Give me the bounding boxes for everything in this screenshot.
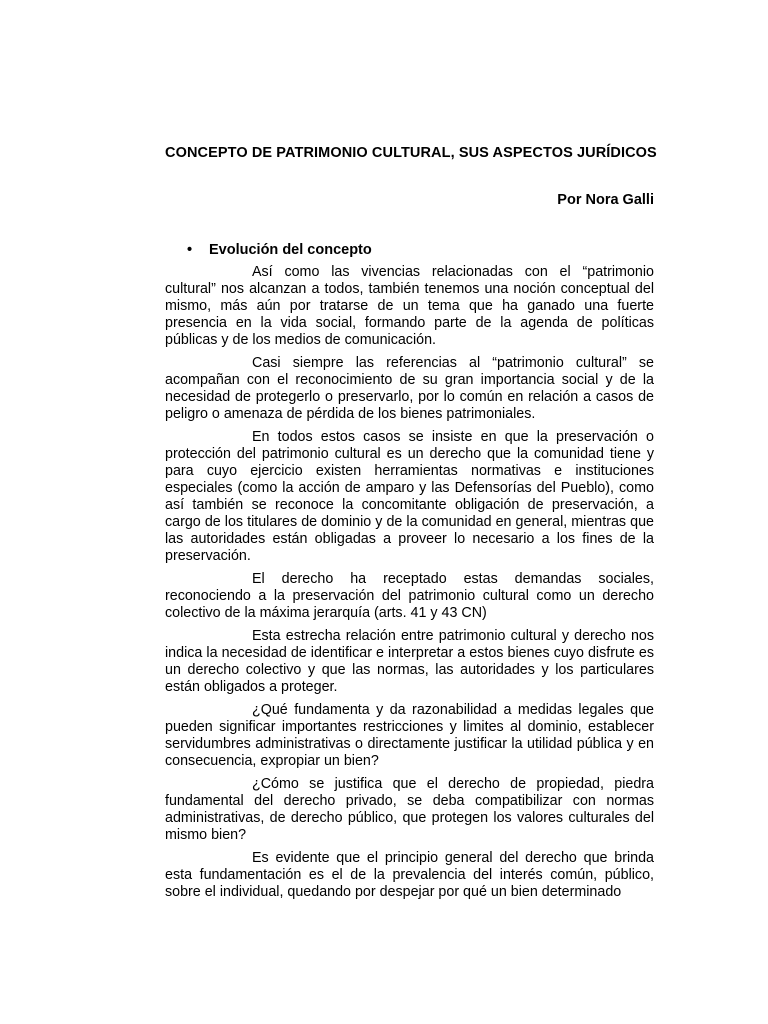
paragraph: ¿Qué fundamenta y da razonabilidad a medidas legales que pueden significar importantes restricciones y limites al dominio, establecer servidumbres administrativas o directamente justificar la utilidad pública y en consecuencia, expropiar un bien? bbox=[165, 702, 654, 769]
paragraph: Es evidente que el principio general del derecho que brinda esta fundamentación es el de la prevalencia del interés común, público, sobre el individual, quedando por despejar por qué un bien determinado bbox=[165, 850, 654, 900]
section-heading-text: Evolución del concepto bbox=[209, 242, 372, 258]
bullet-icon: • bbox=[187, 242, 193, 258]
section-heading bbox=[187, 242, 372, 258]
paragraph: Esta estrecha relación entre patrimonio cultural y derecho nos indica la necesidad de identificar e interpretar a estos bienes cuyo disfrute es un derecho colectivo y que las normas, las autoridades y los particulares están obligados a proteger. bbox=[165, 628, 654, 695]
document-title: CONCEPTO DE PATRIMONIO CULTURAL, SUS ASPECTOS JURÍDICOS bbox=[165, 145, 657, 161]
paragraph: Así como las vivencias relacionadas con el “patrimonio cultural” nos alcanzan a todos, también tenemos una noción conceptual del mismo, más aún por tratarse de un tema que ha ganado una fuerte presencia en la vida social, formando parte de la agenda de políticas públicas y de los medios de comunicación. bbox=[165, 264, 654, 348]
document-author: Por Nora Galli bbox=[557, 192, 654, 208]
paragraph: En todos estos casos se insiste en que la preservación o protección del patrimonio cultural es un derecho que la comunidad tiene y para cuyo ejercicio existen herramientas normativas e instituciones especiales (como la acción de amparo y las Defensorías del Pueblo), como así también se reconoce la concomitante obligación de preservación, a cargo de los titulares de dominio y de la comunidad en general, mientras que las autoridades están obligadas a proveer lo necesario a los fines de la preservación. bbox=[165, 429, 654, 564]
paragraph: El derecho ha receptado estas demandas sociales, reconociendo a la preservación del patrimonio cultural como un derecho colectivo de la máxima jerarquía (arts. 41 y 43 CN) bbox=[165, 571, 654, 621]
document-body bbox=[165, 264, 654, 907]
paragraph: ¿Cómo se justifica que el derecho de propiedad, piedra fundamental del derecho privado, se deba compatibilizar con normas administrativas, de derecho público, que protegen los valores culturales del mismo bien? bbox=[165, 776, 654, 843]
paragraph: Casi siempre las referencias al “patrimonio cultural” se acompañan con el reconocimiento de su gran importancia social y de la necesidad de protegerlo o preservarlo, por lo común en relación a casos de peligro o amenaza de pérdida de los bienes patrimoniales. bbox=[165, 355, 654, 422]
